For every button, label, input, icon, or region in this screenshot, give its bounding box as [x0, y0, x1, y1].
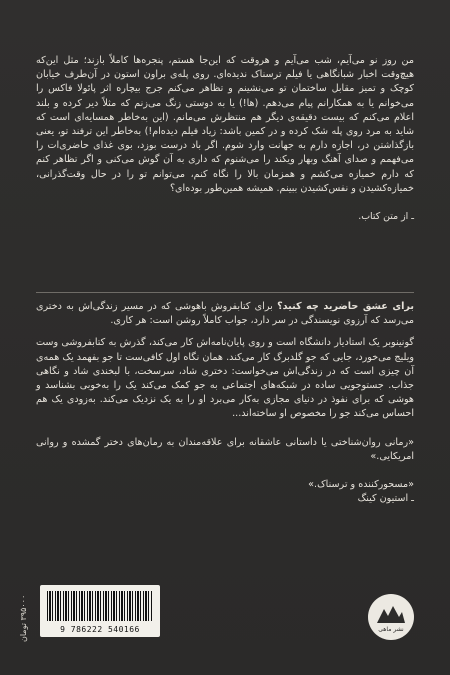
description-p2: گونینوبر یک استادیار دانشگاه است و روی پایان‌نامه‌اش کار می‌کند، گذرش به کتابفروشی وست ویلیج می‌خورد، جایی که جو گلدبرگ کار می‌کند. همان نگاه اول کافی‌ست تا جو بفهمد یک همه‌ی آن چیزی است که در زندگی‌اش می‌خواست: دختری شاد، سرسخت، با لبخندی شاد و نگاهی جذاب. جستوجویی ساده در شبکه‌های اجتماعی به جو کمک می‌کند یک را به‌خوبی بشناسد و هوشی که برای نفوذ در دنیای مجازی به‌کار می‌برد او را به یک نزدیک می‌کند. به‌زودی یک هم احساس می‌کند جو را مخصوص او ساخته‌اند... [36, 337, 414, 420]
review-quote-2-source: ـ استیون کینگ [357, 493, 414, 505]
book-excerpt [36, 54, 414, 224]
price-label: ۳۹۵۰۰۰ تومان [19, 594, 28, 642]
description-lead: برای عشق حاضرید چه کنید؟ [277, 301, 414, 312]
barcode-bars [47, 591, 153, 621]
description-p1: برای کتابفروش باهوشی که در مسیر زندگی‌اش به دختری می‌رسد که آرزوی نویسندگی در سر دارد، جواب کاملاً روشن است: هر کاری. [36, 301, 414, 327]
publisher-name: نشر ماهی [378, 626, 404, 633]
description-first-paragraph [36, 300, 414, 328]
isbn-barcode [40, 585, 160, 637]
excerpt-source: ـ از متن کتاب. [358, 211, 414, 223]
fish-logo-icon [375, 603, 407, 625]
publisher-logo [368, 594, 414, 640]
review-quote-1: «رمانی روان‌شناختی یا داستانی عاشقانه برای علاقه‌مندان به رمان‌های دختر گمشده و روانی امریکایی.» [36, 436, 414, 462]
barcode-number: 9 786222 540166 [60, 625, 140, 634]
review-quote-2: «مسحورکننده و ترسناک.» [308, 479, 414, 491]
section-divider [36, 292, 414, 293]
excerpt-text: من روز نو می‌آیم، شب می‌آیم و هروقت که این‌جا هستم، پنجره‌ها کاملاً بازند؛ مثل این‌که هیچ‌وقت اخبار شبانگاهی یا فیلم ترسناک ندیده‌ای. روی پله‌ی براون استون در آن‌طرف خیابان کوچک و تمیز مقابل ساختمان تو می‌نشینم و تظاهر می‌کنم جرج بیچاره اثر پائولا فاکس را می‌خوانم یا به همکارانم پیام می‌دهم. (ها!) یا به دوستی زنگ می‌زنم که مثلاً دیر کرده و بلند اعلام می‌کنم که بیست دقیقه‌ی دیگر هم منتظرش می‌مانم. (این به‌خاطر همسایه‌ای است که شاید به مرد روی پله شک کرده و در کمین باشد: زیاد فیلم دیده‌ام!) به‌خاطر این ترفند تو، یعنی بازگذاشتن در، اجازه دارم به جهانت وارد شوم. اگر باد درست بوزد، بوی غذای حاضری‌ات را می‌فهمم و صدای آهنگ وبهار ویکند را می‌شنوم که داری به آن گوش می‌کنی و اگر تظاهر کنم که دارم خمیازه می‌کشم و همزمان بالا را نگاه کنم، می‌توانم تو را در حال وقت‌گذرانی، خمیازه‌کشیدن و نفس‌کشیدن ببینم. همیشه همین‌طور بوده‌ای؟ [36, 55, 414, 194]
book-description [36, 300, 414, 506]
